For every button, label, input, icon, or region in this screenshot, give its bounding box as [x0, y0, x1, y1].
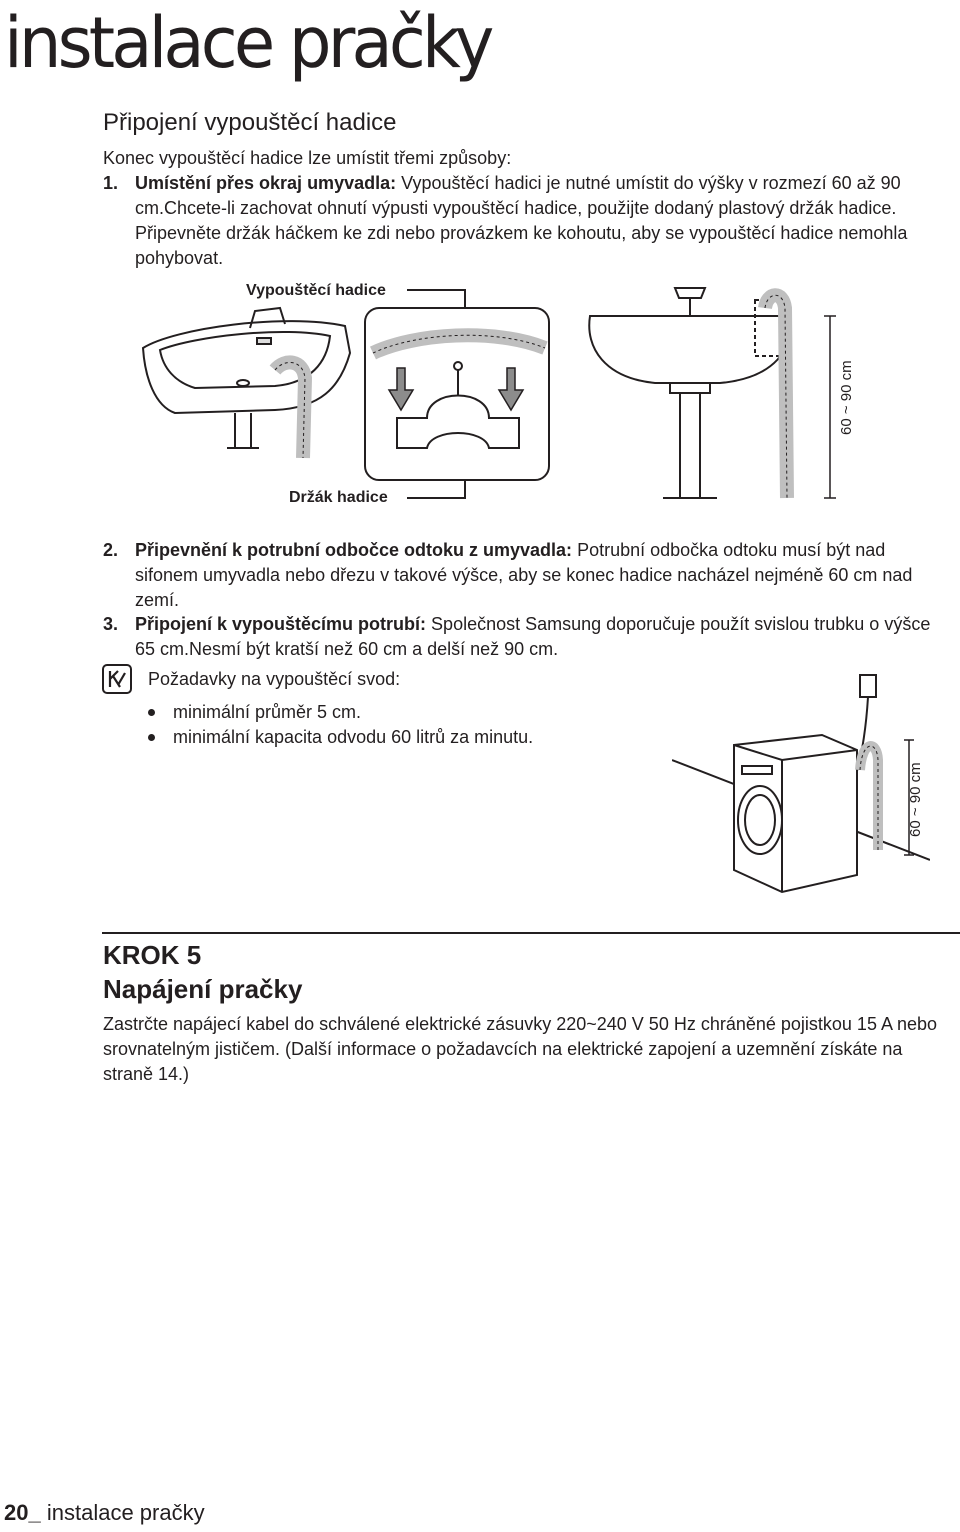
list-item-bold: Připevnění k potrubní odbočce odtoku z umyvadla:	[135, 540, 573, 560]
list-item-bold: Připojení k vypouštěcímu potrubí:	[135, 614, 427, 634]
section-intro: Konec vypouštěcí hadice lze umístit třemi způsoby:	[103, 148, 512, 168]
washing-machine-figure	[672, 670, 930, 900]
bullet-dot	[148, 734, 155, 741]
step-body: Zastrčte napájecí kabel do schválené elektrické zásuvky 220~240 V 50 Hz chráněné pojistkou 15 A nebo srovnatelným jističem. (Další informace o požadavcích na elektrické zapojení a uzemnění získáte na straně 14.)	[103, 1014, 938, 1084]
bullet-text: minimální kapacita odvodu 60 litrů za minutu.	[173, 727, 534, 747]
step-label: KROK 5	[103, 940, 202, 970]
figure-label-holder: Držák hadice	[289, 489, 388, 506]
list-item-1	[103, 171, 943, 271]
figure1-dimension-label: 60 ~ 90 cm	[838, 360, 855, 435]
list-item-number: 1.	[103, 173, 119, 193]
note-bullet-1	[148, 700, 548, 725]
step-title: Napájení pračky	[103, 974, 303, 1004]
list-item-3	[103, 612, 943, 662]
note-icon	[102, 664, 132, 694]
footer-page-number: 20_	[4, 1500, 41, 1525]
note-bullet-2	[148, 725, 598, 750]
section-heading: Připojení vypouštěcí hadice	[103, 109, 397, 136]
footer-title: instalace pračky	[46, 1500, 205, 1525]
list-item-2	[103, 538, 943, 613]
figure-label-hose: Vypouštěcí hadice	[246, 282, 386, 299]
page-title: instalace pračky	[4, 2, 491, 84]
list-item-text: Společnost Samsung doporučuje použít svislou trubku o výšce 65 cm.Nesmí být kratší než 60 cm a delší než 90 cm.	[135, 614, 931, 659]
list-item-text: Vypouštěcí hadici je nutné umístit do výšky v rozmezí 60 až 90 cm.Chcete-li zachovat ohnutí výpusti vypouštěcí hadice, použijte dodaný plastový držák hadice. Připevněte držák háčkem ke zdi nebo provázkem ke kohoutu, aby se vypouštěcí hadice nemohla pohybovat.	[135, 173, 908, 268]
bullet-dot	[148, 709, 155, 716]
page-footer	[4, 1500, 205, 1526]
section-divider	[102, 932, 960, 934]
list-item-number: 2.	[103, 540, 119, 560]
sink-installation-figure	[135, 278, 865, 518]
list-item-number: 3.	[103, 614, 119, 634]
bullet-text: minimální průměr 5 cm.	[173, 702, 362, 722]
figure2-dimension-label: 60 ~ 90 cm	[907, 762, 924, 837]
list-item-bold: Umístění přes okraj umyvadla:	[135, 173, 397, 193]
list-item-text: Potrubní odbočka odtoku musí být nad sifonem umyvadla nebo dřezu v takové výšce, aby se konec hadice nacházel nejméně 60 cm nad zemí.	[135, 540, 913, 610]
note-title: Požadavky na vypouštěcí svod:	[148, 669, 401, 689]
